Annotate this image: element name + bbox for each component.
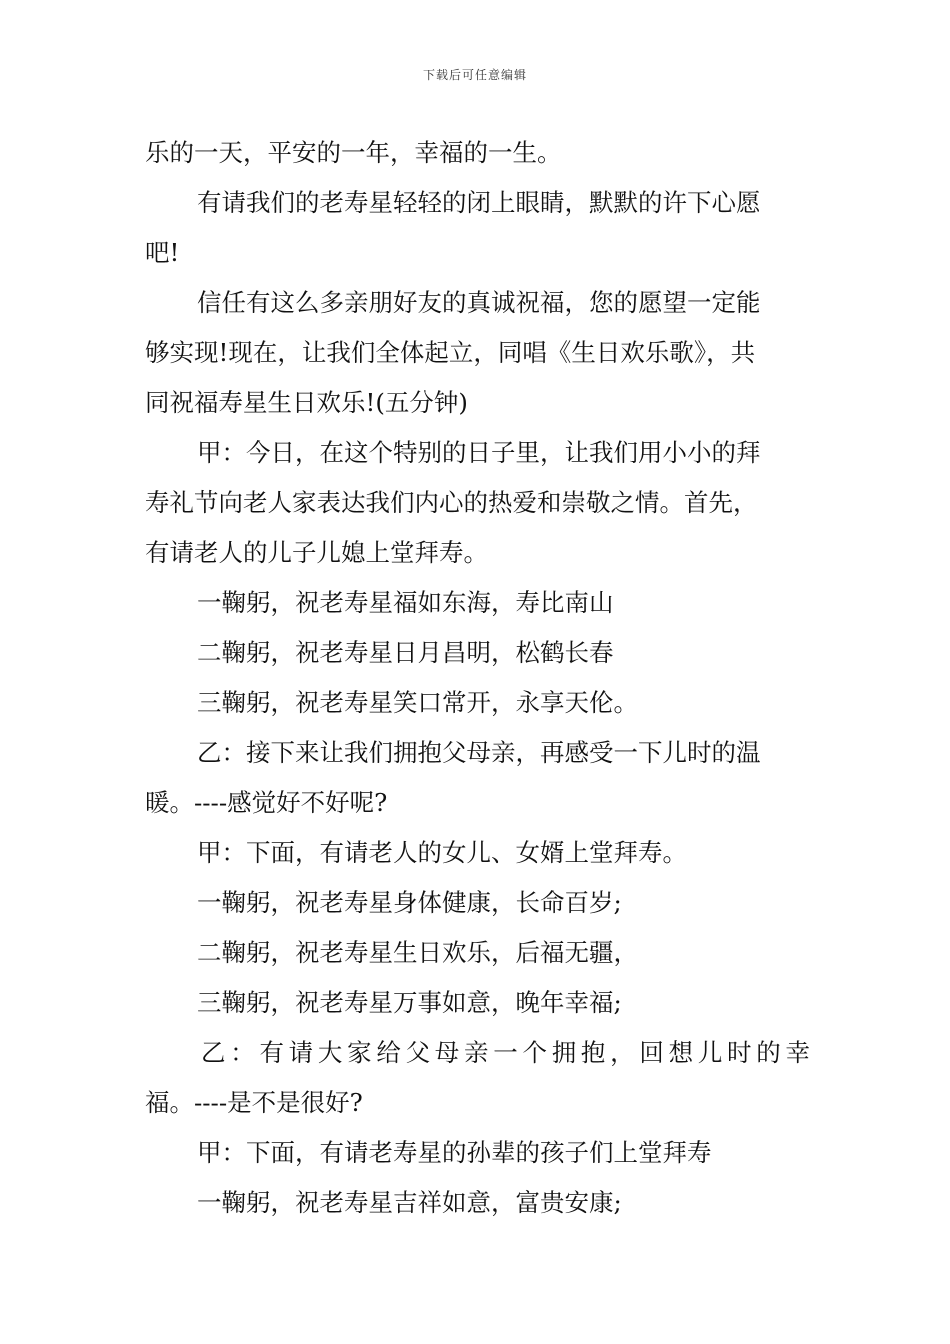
paragraph-line: 信任有这么多亲朋好友的真诚祝福，您的愿望一定能: [197, 288, 761, 317]
paragraph-line: 甲：下面，有请老寿星的孙辈的孩子们上堂拜寿: [197, 1138, 712, 1167]
paragraph-line: 乐的一天，平安的一年，幸福的一生。: [145, 138, 562, 167]
paragraph-line: 二鞠躬，祝老寿星生日欢乐，后福无疆，: [197, 938, 638, 967]
paragraph-line: 一鞠躬，祝老寿星福如东海，寿比南山: [197, 588, 614, 617]
paragraph-line: 乙：有请大家给父母亲一个拥抱，回想儿时的幸: [201, 1038, 810, 1067]
paragraph-line: 二鞠躬，祝老寿星日月昌明，松鹤长春: [197, 638, 614, 667]
paragraph-line: 够实现!现在，让我们全体起立，同唱《生日欢乐歌》，共: [145, 338, 756, 367]
paragraph-line: 一鞠躬，祝老寿星吉祥如意，富贵安康;: [197, 1188, 622, 1217]
paragraph-line: 寿礼节向老人家表达我们内心的热爱和崇敬之情。首先，: [145, 488, 758, 517]
paragraph-line: 同祝福寿星生日欢乐!(五分钟): [145, 388, 468, 417]
paragraph-line: 乙：接下来让我们拥抱父母亲，再感受一下儿时的温: [197, 738, 761, 767]
paragraph-line: 一鞠躬，祝老寿星身体健康，长命百岁;: [197, 888, 622, 917]
paragraph-line: 三鞠躬，祝老寿星万事如意，晚年幸福;: [197, 988, 622, 1017]
paragraph-line: 有请老人的儿子儿媳上堂拜寿。: [145, 538, 488, 567]
document-body: [145, 128, 810, 1228]
paragraph-line: 福。----是不是很好?: [145, 1088, 363, 1117]
paragraph-line: 甲：今日，在这个特别的日子里，让我们用小小的拜: [197, 438, 761, 467]
paragraph-line: 三鞠躬，祝老寿星笑口常开，永享天伦。: [197, 688, 638, 717]
page-header: 下载后可任意编辑: [422, 68, 527, 82]
paragraph-line: 暖。----感觉好不好呢?: [145, 788, 388, 817]
paragraph-line: 吧!: [145, 238, 180, 267]
paragraph-line: 甲：下面，有请老人的女儿、女婿上堂拜寿。: [197, 838, 687, 867]
paragraph-line: 有请我们的老寿星轻轻的闭上眼睛，默默的许下心愿: [197, 188, 761, 217]
